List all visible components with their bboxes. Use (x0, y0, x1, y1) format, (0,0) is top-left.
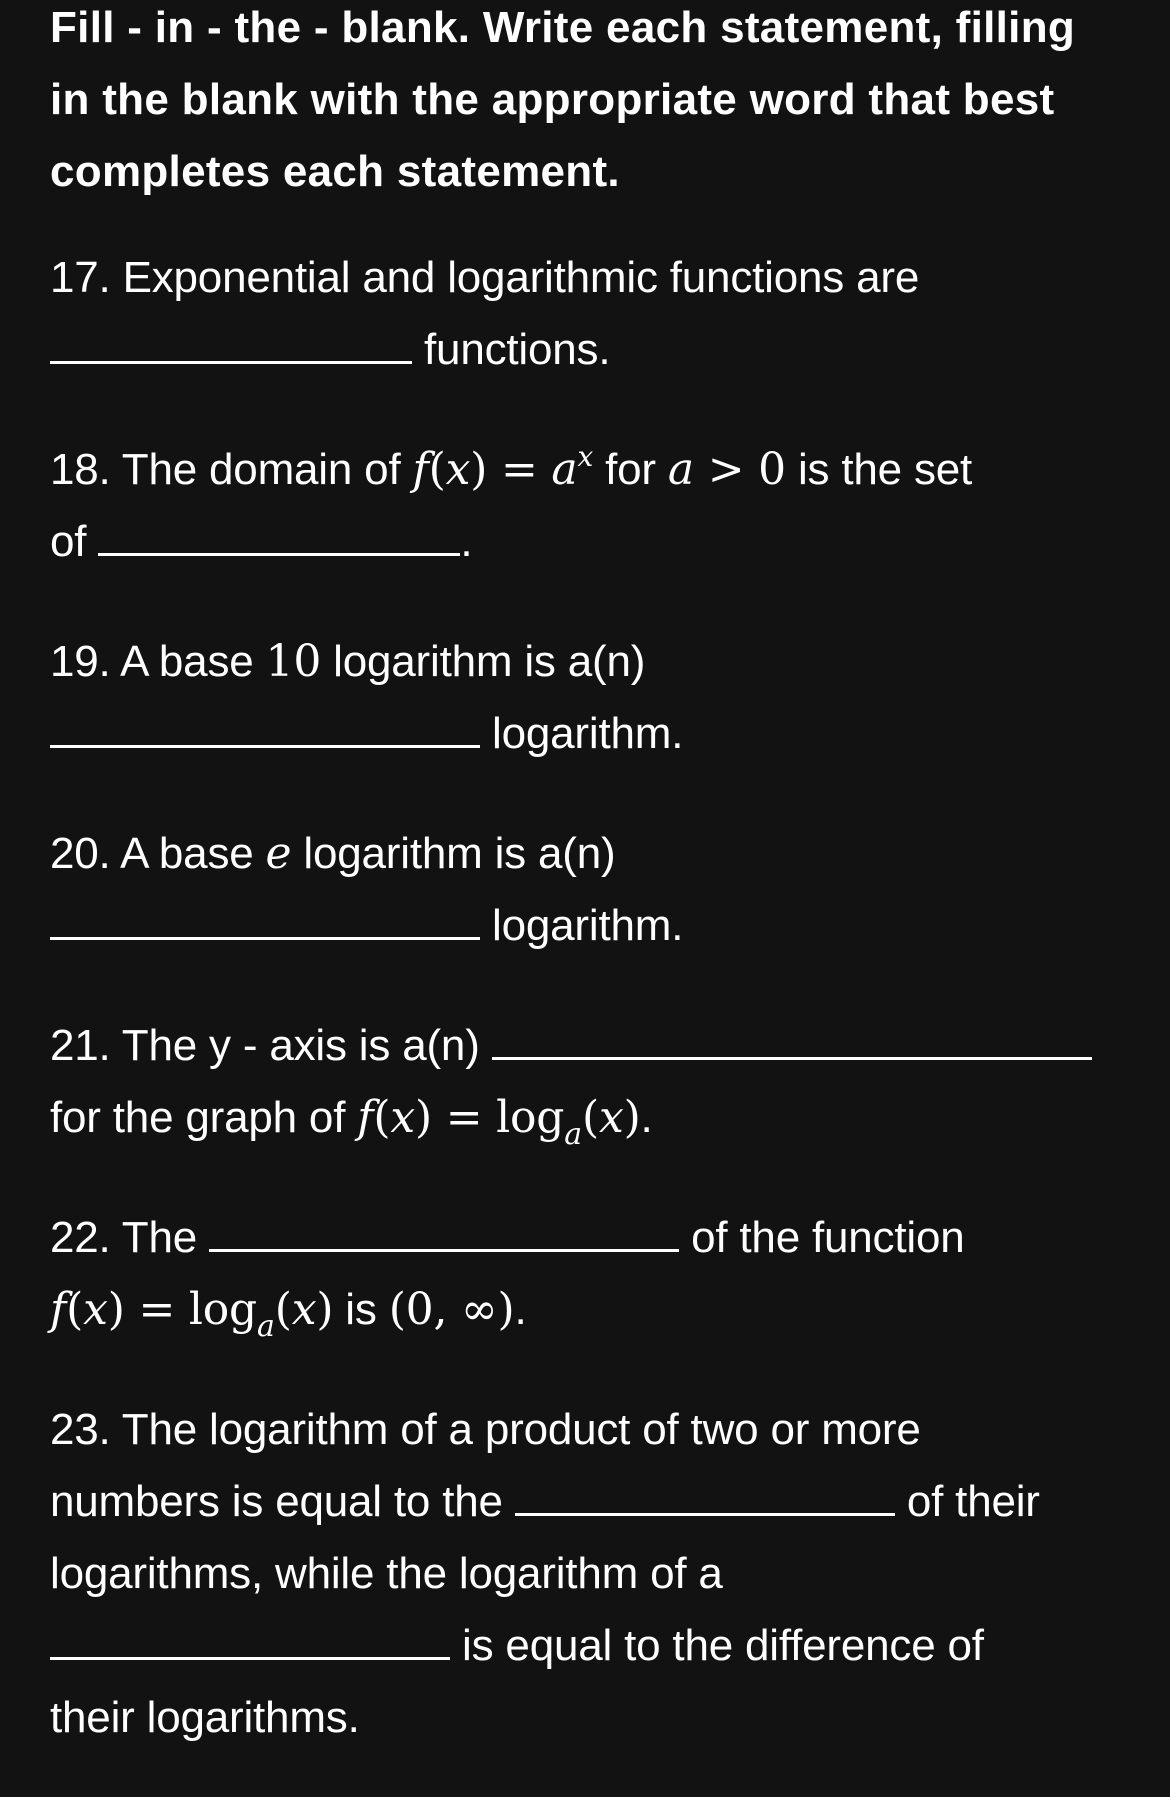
question-21-line-1: 21. The y - axis is a(n) (50, 1021, 480, 1070)
answer-blank-19[interactable] (50, 701, 480, 748)
question-23-line-2-start: numbers is equal to the (50, 1477, 503, 1526)
question-18-period: . (460, 517, 473, 566)
question-23-line-4-end: is equal to the difference of (462, 1621, 984, 1670)
question-23-line-5: their logarithms. (50, 1693, 360, 1742)
math-f-of-x-equals-log-a-x: $f(x) = \log_a(x)$ (357, 1092, 641, 1152)
question-18-text-start: 18. The domain of (50, 445, 413, 494)
question-22-line-1-end: of the function (691, 1213, 965, 1262)
answer-blank-18[interactable] (98, 509, 460, 556)
math-base-ten: 10 (265, 636, 322, 687)
math-f-of-x-equals-log-a-x-2: $f(x) = \log_a(x)$ (50, 1284, 334, 1344)
question-18-text-mid: for (593, 445, 668, 494)
answer-blank-20[interactable] (50, 893, 480, 940)
math-a-greater-than-zero: a > 0 (667, 444, 786, 495)
math-interval-zero-infinity: (0, ∞) (388, 1284, 515, 1335)
question-23-line-3: logarithms, while the logarithm of a (50, 1549, 723, 1598)
question-20-text-start: 20. A base (50, 829, 266, 878)
question-18-line-2-start: of (50, 517, 87, 566)
instructions-heading: Fill - in - the - blank. Write each statement, filling in the blank with the appropriate word that best completes each statement. (50, 3, 1076, 196)
question-22-line-2-mid: is (333, 1285, 389, 1334)
question-22-line-1-start: 22. The (50, 1213, 198, 1262)
answer-blank-21[interactable] (492, 1013, 1092, 1060)
math-f-of-x-equals-a-to-x: $f(x) = a^x$ (412, 440, 594, 495)
question-19-text-end: logarithm is a(n) (321, 637, 646, 686)
answer-blank-22[interactable] (209, 1205, 679, 1252)
question-20 (50, 818, 1130, 962)
question-19-after-blank: logarithm. (492, 709, 684, 758)
answer-blank-23a[interactable] (515, 1469, 895, 1516)
question-21-period: . (640, 1093, 653, 1142)
question-23-line-1: 23. The logarithm of a product of two or more (50, 1405, 921, 1454)
math-base-e: e (265, 828, 292, 879)
question-23-line-2-end: of their (906, 1477, 1040, 1526)
answer-blank-17[interactable] (50, 317, 412, 364)
question-18 (50, 434, 1130, 578)
question-17 (50, 242, 1130, 386)
question-21 (50, 1010, 1130, 1154)
question-20-text-end: logarithm is a(n) (291, 829, 616, 878)
question-17-line-1: 17. Exponential and logarithmic functions are (50, 253, 920, 302)
question-22-period: . (514, 1285, 527, 1334)
question-20-after-blank: logarithm. (492, 901, 684, 950)
question-22 (50, 1202, 1130, 1346)
question-17-after-blank: functions. (424, 325, 611, 374)
answer-blank-23b[interactable] (50, 1613, 450, 1660)
question-18-text-end: is the set (785, 445, 973, 494)
question-21-line-2-start: for the graph of (50, 1093, 358, 1142)
question-23 (50, 1394, 1130, 1754)
question-19-text-start: 19. A base (50, 637, 266, 686)
question-19 (50, 626, 1130, 770)
